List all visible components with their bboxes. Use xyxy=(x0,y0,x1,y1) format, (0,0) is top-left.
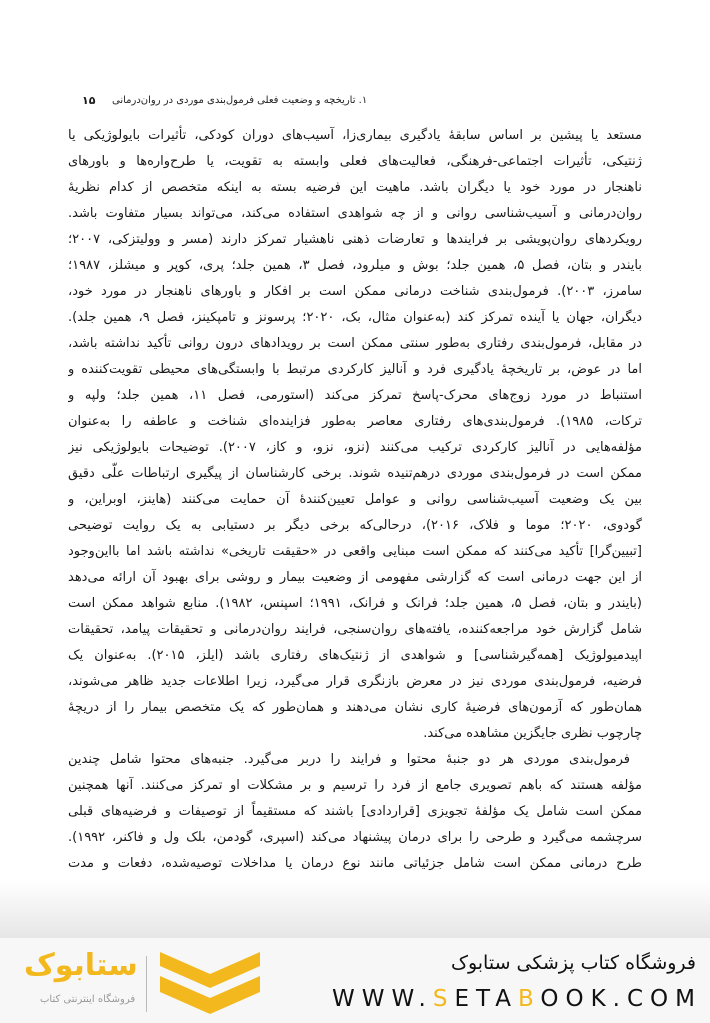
text-line: ناهنجار در مورد خود یا دیگران باشد. ماهیت این فرضیه بسته به اینکه متخصص از کدام نظریهٔ xyxy=(68,180,642,195)
text-line: مستعد یا پیشین بر اساس سابقهٔ یادگیری بیماری‌زا، آسیب‌های دوران کودکی، تأثیرات بایولوژیکی یا xyxy=(68,128,642,143)
text-line: ممکن است در فرمول‌بندی موردی درهم‌تنیده شوند. برخی کارشناسان از پیگیری ارتباطات علّی دقیق xyxy=(68,466,642,481)
text-line: سامرز، ۲۰۰۳). فرمول‌بندی شناخت درمانی ممکن است بر افکار و باورهای ناهنجار در مورد خود، xyxy=(68,284,642,299)
logo-wordmark: ستابوک xyxy=(24,948,138,983)
text-line: استنباط در مورد زوج‌های محرک-پاسخ تمرکز می‌کند (استورمی، فصل ۱۱، همین جلد؛ ولپه و xyxy=(68,388,642,403)
page-number: ۱۵ xyxy=(82,94,96,107)
paragraph xyxy=(68,747,642,877)
text-line: ترکات، ۱۹۸۵). فرمول‌بندی‌های رفتاری معاصر به‌طور فزاینده‌ای شناخت و عاطفه را به‌عنوان xyxy=(68,414,642,429)
text-line: چارچوب نظری جایگزین مشاهده می‌کند. xyxy=(423,726,642,741)
url-part-accent: S xyxy=(432,986,455,1012)
text-line: شامل گزارش خود مراجعه‌کننده، یافته‌های روان‌سنجی، فرایند روان‌درمانی و تحقیقات پیامد، تحقیقات xyxy=(68,622,642,637)
text-line: اما در عوض، بر تاریخچهٔ یادگیری فرد و آنالیز کارکردی مرتبط با وابستگی‌های محیطی تقویت‌کننده و xyxy=(68,362,642,377)
text-line: همان‌طور که آزمون‌های فرضیهٔ کاری نشان می‌دهند و همان‌طور که یک متخصص بیمار را از دریچهٔ xyxy=(68,700,642,715)
shop-title: فروشگاه کتاب پزشکی ستابوک xyxy=(450,952,696,974)
text-line: فرمول‌بندی موردی هر دو جنبهٔ محتوا و فرایند را دربر می‌گیرد. جنبه‌های محتوا شامل چندین xyxy=(68,752,630,767)
text-line: فرضیه، فرمول‌بندی موردی نیز در معرض بازنگری قرار می‌گیرد، زیرا اطلاعات جدید ظاهر می‌شوند، xyxy=(68,674,642,689)
url-part: OOK.COM xyxy=(540,986,702,1012)
url-part: WWW. xyxy=(331,986,433,1012)
text-line: رویکردهای روان‌پویشی بر فرایندها و تعارضات ذهنی ناهشیار تمرکز دارند (مسر و وولیتزکی، ۲۰۰۷؛ xyxy=(68,232,642,247)
text-line: مؤلفه‌هایی در آنالیز کارکردی ترکیب می‌کنند (نزو، نزو، و کاز، ۲۰۰۷). توضیحات بایولوژیکی نیز xyxy=(68,440,642,455)
text-line: سرچشمه می‌گیرد و طرحی را برای درمان پیشنهاد می‌کند (اسپری، گودمن، بلک ول و فاکنر، ۱۹۹۲). xyxy=(68,830,642,845)
text-line: طرح درمانی ممکن است شامل جزئیاتی مانند نوع درمان یا مداخلات توصیه‌شده، دفعات و مدت xyxy=(68,856,642,871)
text-line: دیگران، جهان یا آینده تمرکز کند (به‌عنوان مثال، بک، ۲۰۲۰؛ پرسونز و تامپکینز، فصل ۹، همین جلد). xyxy=(68,310,642,325)
text-line: (بایندر و بتان، فصل ۵، همین جلد؛ فرانک و فرانک، ۱۹۹۱؛ اسپنس، ۱۹۸۲). منابع شواهد ممکن است xyxy=(68,596,642,611)
text-line: بایندر و بتان، فصل ۵، همین جلد؛ بوش و میلرود، فصل ۳، همین جلد؛ پری، کوپر و میشلز، ۱۹۸۷؛ xyxy=(68,258,642,273)
text-line: بین یک وضعیت آسیب‌شناسی روانی و عوامل تعیین‌کنندهٔ آن حمایت می‌کنند (هاینز، اوبراین، و xyxy=(68,492,642,507)
text-line: از این جهت درمانی است که گزارشی مفهومی از وضعیت بیمار و روشی برای بهبود آن ارائه می‌دهد xyxy=(68,570,642,585)
url-part-accent: B xyxy=(518,986,541,1012)
shop-url xyxy=(332,986,702,1012)
text-line: ژنتیکی، تأثیرات اجتماعی-فرهنگی، فعالیت‌های فعلی وابسته به تقویت، یا طرح‌واره‌ها و باورهای xyxy=(68,154,642,169)
text-line: اپیدمیولوژیک [همه‌گیرشناسی] و شواهدی از ژنتیک‌های رفتاری باشد (ایلز، ۲۰۱۵). به‌عنوان یک xyxy=(68,648,642,663)
text-line: مؤلفه هستند که باهم تصویری جامع از فرد را ترسیم و بر مشکلات او تمرکز می‌کنند. آنها همچنین xyxy=(68,778,642,793)
logo-divider xyxy=(146,956,147,1012)
text-line: [تبیین‌گرا] تأکید می‌کنند که ممکن است مبنایی واقعی در «حقیقت تاریخی» نداشته باشد اما بااین‌وجود xyxy=(68,544,642,559)
watermark-banner xyxy=(0,938,710,1023)
logo-subtitle: فروشگاه اینترنتی کتاب xyxy=(40,994,136,1005)
bottom-fade xyxy=(0,880,710,938)
text-line: روان‌درمانی و آسیب‌شناسی روانی و از چه شواهدی استفاده می‌کند، می‌تواند بسیار متفاوت باشد. xyxy=(68,206,642,221)
text-line: در مقابل، فرمول‌بندی رفتاری به‌طور سنتی ممکن است بر رویدادهای درون روانی تأکید نداشته باشد، xyxy=(68,336,642,351)
text-line: گودوی، ۲۰۲۰؛ موما و فلاک، ۲۰۱۶)، درحالی‌که برخی دیگر بر دستیابی به یک روایت توضیحی xyxy=(68,518,642,533)
setabook-logo xyxy=(0,948,280,1018)
text-line: ممکن است شامل یک مؤلفهٔ تجویزی [قراردادی] باشند که مستقیماً از توصیفات و فرضیه‌های قبلی xyxy=(68,804,642,819)
chapter-title: ۱. تاریخچه و وضعیت فعلی فرمول‌بندی موردی در روان‌درمانی xyxy=(112,95,368,106)
running-header xyxy=(0,92,710,112)
url-part: ETA xyxy=(454,986,519,1012)
paragraph xyxy=(68,123,642,747)
chevron-logo-icon xyxy=(160,952,260,1016)
body-text xyxy=(68,123,642,877)
